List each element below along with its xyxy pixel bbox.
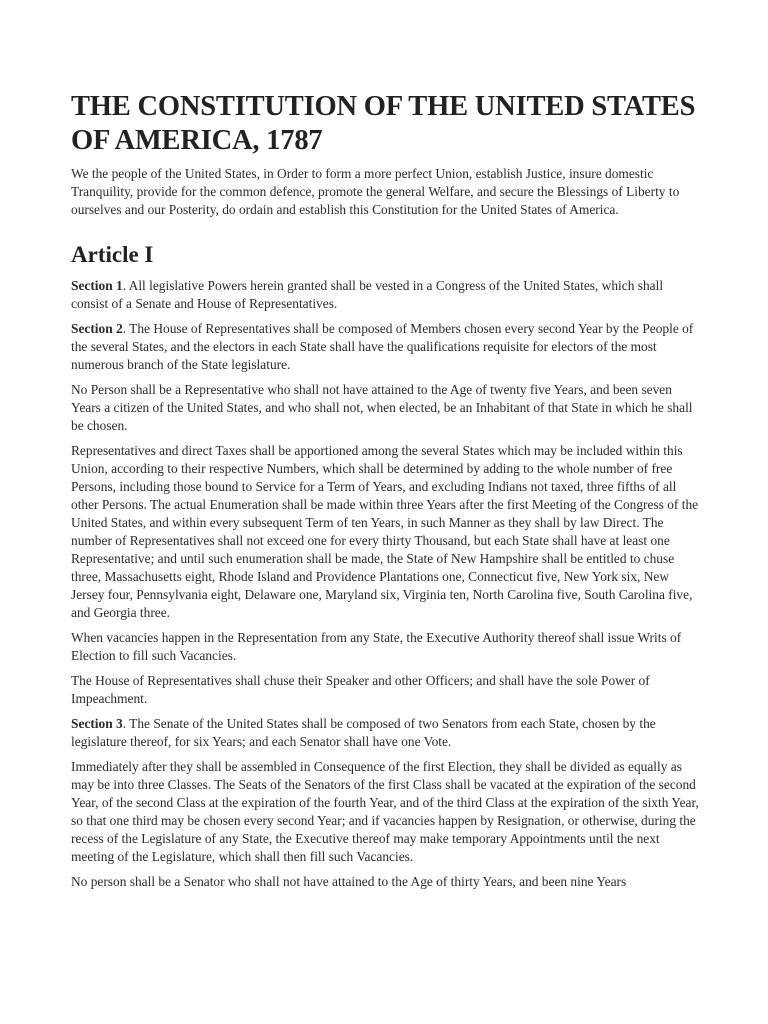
preamble-paragraph: We the people of the United States, in Order to form a more perfect Union, establish Justice, insure domestic Tranquility, provide for the common defence, promote the general Welfare, and secure the Blessings of Liberty to ourselves and our Posterity, do ordain and establish this Constitution for the United States of America.: [71, 166, 680, 217]
document-title: THE CONSTITUTION OF THE UNITED STATES OF AMERICA, 1787: [71, 91, 696, 156]
speaker-paragraph: The House of Representatives shall chuse their Speaker and other Officers; and shall have the sole Power of Impeachment.: [71, 673, 650, 706]
article-heading: Article I: [71, 242, 154, 267]
vacancies-paragraph: When vacancies happen in the Representation from any State, the Executive Authority thereof shall issue Writs of Election to fill such Vacancies.: [71, 630, 682, 663]
section-3-paragraph: [71, 715, 703, 751]
section-1-label: Section 1: [71, 278, 123, 293]
section-1-paragraph: [71, 277, 703, 313]
senate-classes-paragraph: Immediately after they shall be assembled in Consequence of the first Election, they shall be divided as equally as may be into three Classes. The Seats of the Senators of the first Class shall be vacated at the expiration of the second Year, of the second Class at the expiration of the fourth Year, and of the third Class at the expiration of the sixth Year, so that one third may be chosen every second Year; and if vacancies happen by Resignation, or otherwise, during the recess of the Legislature of any State, the Executive thereof may make temporary Appointments until the next meeting of the Legislature, which shall then fill such Vacancies.: [71, 759, 699, 864]
senator-age-paragraph: No person shall be a Senator who shall not have attained to the Age of thirty Years, and been nine Years: [71, 874, 627, 889]
apportionment-paragraph: Representatives and direct Taxes shall be apportioned among the several States which may be included within this Union, according to their respective Numbers, which shall be determined by adding to the whole number of free Persons, including those bound to Service for a Term of Years, and excluding Indians not taxed, three fifths of all other Persons. The actual Enumeration shall be made within three Years after the first Meeting of the Congress of the United States, and within every subsequent Term of ten Years, in such Manner as they shall by law Direct. The number of Representatives shall not exceed one for every thirty Thousand, but each State shall have at least one Representative; and until such enumeration shall be made, the State of New Hampshire shall be entitled to chuse three, Massachusetts eight, Rhode Island and Providence Plantations one, Connecticut five, New York six, New Jersey four, Pennsylvania eight, Delaware one, Maryland six, Virginia ten, North Carolina five, South Carolina five, and Georgia three.: [71, 443, 699, 620]
section-3-text: . The Senate of the United States shall be composed of two Senators from each State, chosen by the legislature thereof, for six Years; and each Senator shall have one Vote.: [71, 716, 656, 749]
document-page: [71, 90, 703, 898]
section-2-paragraph: [71, 320, 703, 374]
section-3-label: Section 3: [71, 716, 123, 731]
section-1-text: . All legislative Powers herein granted shall be vested in a Congress of the United States, which shall consist of a Senate and House of Representatives.: [71, 278, 664, 311]
representative-qualifications-paragraph: No Person shall be a Representative who shall not have attained to the Age of twenty five Years, and been seven Years a citizen of the United States, and who shall not, when elected, be an Inhabitant of that State in which he shall be chosen.: [71, 382, 693, 433]
section-2-text: . The House of Representatives shall be composed of Members chosen every second Year by the People of the several States, and the electors in each State shall have the qualifications requisite for electors of the most numerous branch of the State legislature.: [71, 321, 694, 372]
section-2-label: Section 2: [71, 321, 123, 336]
